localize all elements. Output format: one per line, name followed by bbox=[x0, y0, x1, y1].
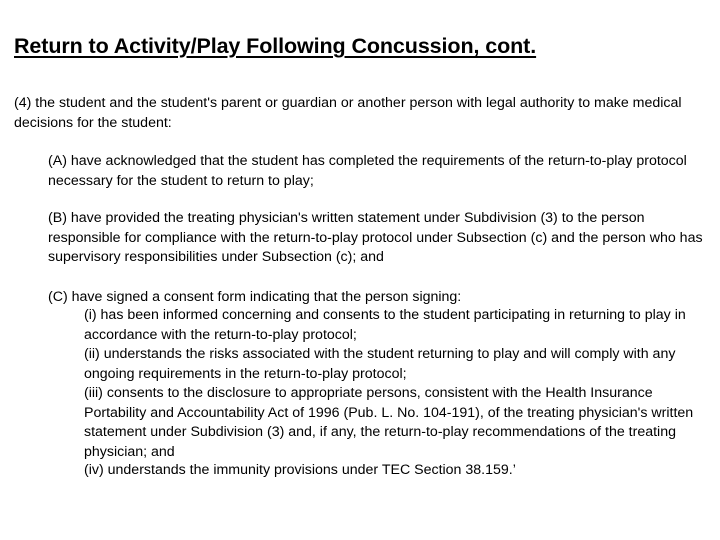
paragraph-c: (C) have signed a consent form indicating that the person signing: bbox=[48, 289, 462, 305]
subitem-iii: (iii) consents to the disclosure to appropriate persons, consistent with the Health Insurance Portability and Accountability Act of 1996 (Pub. L. No. 104-191), of the treating physician's written statement under Subdivision (3) and, if any, the return-to-play recommendations of the treating physician; and bbox=[84, 385, 694, 460]
subitem-ii: (ii) understands the risks associated with the student returning to play and will comply with any ongoing requirements in the return-to-play protocol; bbox=[84, 346, 676, 382]
paragraph-4: (4) the student and the student's parent or guardian or another person with legal authority to make medical decisions for the student: bbox=[14, 95, 682, 131]
page-title: Return to Activity/Play Following Concussion, cont. bbox=[14, 34, 537, 58]
paragraph-a: (A) have acknowledged that the student has completed the requirements of the return-to-play protocol necessary for the student to return to play; bbox=[48, 153, 687, 189]
subitem-i: (i) has been informed concerning and consents to the student participating in returning to play in accordance with the return-to-play protocol; bbox=[84, 307, 686, 343]
paragraph-b: (B) have provided the treating physician's written statement under Subdivision (3) to the person responsible for compliance with the return-to-play protocol under Subsection (c) and the person who has supervisory responsibilities under Subsection (c); and bbox=[48, 210, 703, 265]
subitem-iv: (iv) understands the immunity provisions under TEC Section 38.159.’ bbox=[84, 462, 516, 478]
